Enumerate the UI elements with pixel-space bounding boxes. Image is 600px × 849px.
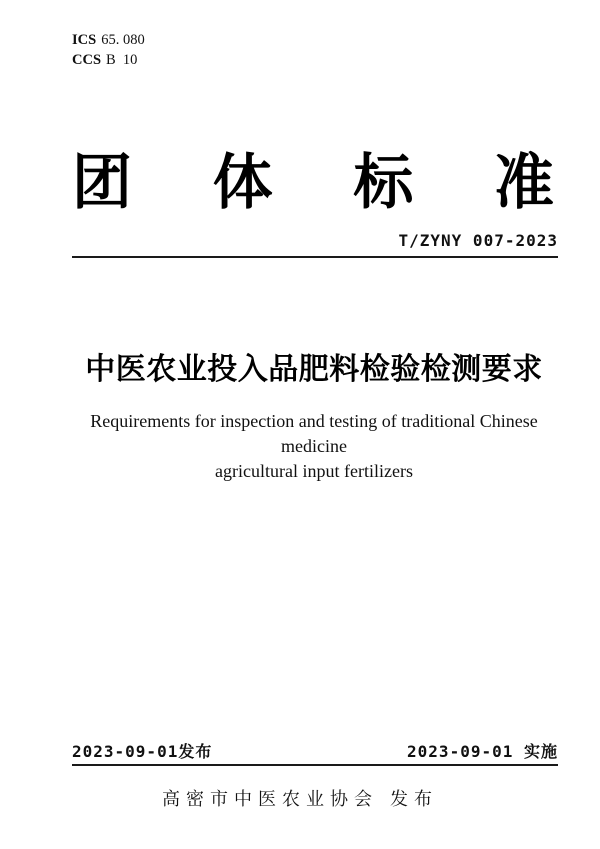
publisher-name: 高密市中医农业协会 xyxy=(162,789,378,809)
ccs-label: CCS xyxy=(72,52,102,68)
footer-rule xyxy=(72,764,558,766)
ics-value: 65. 080 xyxy=(101,32,145,48)
implement-date: 2023-09-01 实施 xyxy=(407,742,558,761)
standard-number: T/ZYNY 007-2023 xyxy=(398,231,558,250)
issue-date: 2023-09-01发布 xyxy=(72,742,213,761)
ics-code-line xyxy=(72,30,145,50)
document-title-en xyxy=(58,409,570,484)
standard-type-char: 标 xyxy=(353,149,414,216)
footer-dates xyxy=(72,739,558,762)
publish-label: 发布 xyxy=(390,789,438,809)
header-rule xyxy=(72,256,558,258)
ccs-code-line xyxy=(72,50,145,70)
document-title-en-line2: agricultural input fertilizers xyxy=(215,461,413,481)
standard-type-char: 团 xyxy=(72,149,132,216)
document-title-zh: 中医农业投入品肥料检验检测要求 xyxy=(85,353,543,386)
standard-type-char: 体 xyxy=(212,149,273,216)
publisher-line xyxy=(0,785,600,811)
ics-label: ICS xyxy=(72,32,97,48)
ccs-value: B 10 xyxy=(106,52,138,68)
standard-type-char: 准 xyxy=(493,149,554,216)
document-title-en-line1: Requirements for inspection and testing of traditional Chinese medicine xyxy=(90,411,538,456)
standard-type-title xyxy=(72,149,554,216)
classification-codes xyxy=(72,30,145,70)
